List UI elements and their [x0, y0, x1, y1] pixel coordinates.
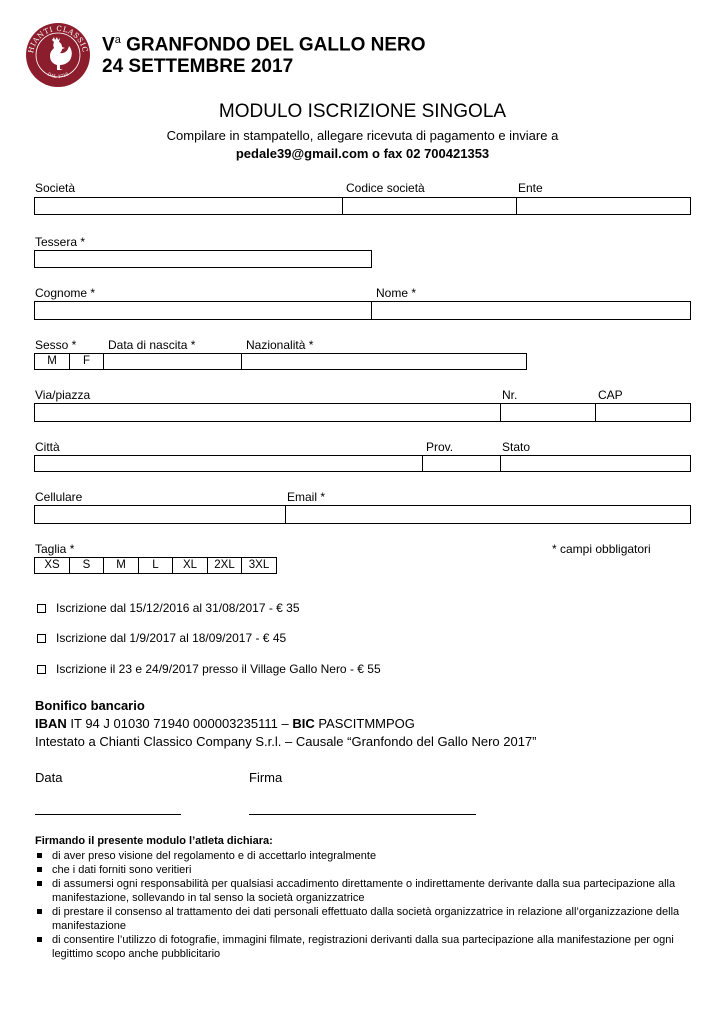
- bank-iban-line: IBAN IT 94 J 01030 71940 000003235111 – BIC PASCITMMPOG: [35, 716, 415, 731]
- sesso-label: Sesso *: [35, 338, 77, 352]
- required-note: * campi obbligatori: [552, 542, 651, 556]
- tessera-label: Tessera *: [35, 235, 86, 249]
- option-label: Iscrizione il 23 e 24/9/2017 presso il Village Gallo Nero - € 55: [56, 662, 381, 676]
- form-title: MODULO ISCRIZIONE SINGOLA: [218, 101, 507, 122]
- declaration-item: che i dati forniti sono veritieri: [35, 863, 695, 877]
- declaration-heading: Firmando il presente modulo l’atleta dichiara:: [35, 835, 273, 847]
- option-row-3[interactable]: [37, 661, 381, 677]
- taglia-option-xs[interactable]: XS: [34, 557, 70, 574]
- form-instructions: Compilare in stampatello, allegare ricevuta di pagamento e inviare a: [166, 128, 559, 143]
- taglia-label: Taglia *: [35, 542, 75, 556]
- nr-label: Nr.: [502, 388, 518, 402]
- sesso-option-f[interactable]: F: [69, 353, 104, 370]
- societa-field[interactable]: [34, 197, 343, 215]
- event-title: $V^a$ GRANFONDO DEL GALLO NERO: [102, 34, 426, 56]
- cellulare-label: Cellulare: [35, 490, 83, 504]
- taglia-option-xl[interactable]: XL: [172, 557, 208, 574]
- prov-field[interactable]: [422, 455, 501, 472]
- event-date: 24 SETTEMBRE 2017: [102, 56, 294, 77]
- bank-holder: Intestato a Chianti Classico Company S.r.l. – Causale “Granfondo del Gallo Nero 2017”: [35, 734, 537, 749]
- cap-field[interactable]: [595, 403, 691, 422]
- prov-label: Prov.: [426, 440, 454, 454]
- option-label: Iscrizione dal 15/12/2016 al 31/08/2017 - € 35: [56, 601, 300, 615]
- societa-label: Società: [35, 181, 76, 195]
- declaration-item: di consentire l’utilizzo di fotografie, immagini filmate, registrazioni derivanti dalla sua partecipazione alla manifestazione per ogni legittimo scopo anche pubblicitario: [35, 933, 695, 961]
- checkbox-icon[interactable]: [37, 665, 46, 674]
- taglia-option-m[interactable]: M: [103, 557, 139, 574]
- via-field[interactable]: [34, 403, 501, 422]
- nazionalita-field[interactable]: [241, 353, 527, 370]
- via-label: Via/piazza: [35, 388, 91, 402]
- firma-signature-line[interactable]: [249, 814, 476, 815]
- sesso-option-m[interactable]: M: [34, 353, 70, 370]
- taglia-option-3xl[interactable]: 3XL: [241, 557, 277, 574]
- option-row-1[interactable]: [37, 600, 300, 616]
- nome-field[interactable]: [371, 301, 691, 320]
- cognome-field[interactable]: [34, 301, 372, 320]
- stato-label: Stato: [502, 440, 531, 454]
- codice-societa-label: Codice società: [346, 181, 425, 195]
- data-label: Data: [35, 770, 63, 785]
- declaration-item: di assumersi ogni responsabilità per qualsiasi accadimento direttamente o indirettamente derivante dalla sua partecipazione alla manifestazione, sollevando in tal senso la società organizzatrice: [35, 877, 695, 905]
- cellulare-field[interactable]: [34, 505, 286, 524]
- email-field[interactable]: [285, 505, 691, 524]
- ente-field[interactable]: [516, 197, 691, 215]
- data-nascita-label: Data di nascita *: [108, 338, 196, 352]
- taglia-option-s[interactable]: S: [69, 557, 104, 574]
- email-label: Email *: [287, 490, 326, 504]
- nome-label: Nome *: [376, 286, 417, 300]
- gallo-nero-logo: [25, 22, 91, 88]
- form-contact: pedale39@gmail.com o fax 02 700421353: [235, 146, 490, 161]
- option-row-2[interactable]: [37, 630, 286, 646]
- firma-label: Firma: [249, 770, 283, 785]
- data-nascita-field[interactable]: [103, 353, 242, 370]
- declaration: [35, 834, 695, 961]
- checkbox-icon[interactable]: [37, 634, 46, 643]
- checkbox-icon[interactable]: [37, 604, 46, 613]
- bank-heading: Bonifico bancario: [35, 698, 145, 713]
- data-signature-line[interactable]: [35, 814, 181, 815]
- citta-field[interactable]: [34, 455, 423, 472]
- nr-field[interactable]: [500, 403, 596, 422]
- option-label: Iscrizione dal 1/9/2017 al 18/09/2017 - € 45: [56, 631, 287, 645]
- tessera-field[interactable]: [34, 250, 372, 268]
- cognome-label: Cognome *: [35, 286, 96, 300]
- citta-label: Città: [35, 440, 60, 454]
- declaration-item: di aver preso visione del regolamento e di accettarlo integralmente: [35, 849, 695, 863]
- taglia-option-2xl[interactable]: 2XL: [207, 557, 242, 574]
- declaration-item: di prestare il consenso al trattamento dei dati personali effettuato dalla società organizzatrice in relazione all’organizzazione della manifestazione: [35, 905, 695, 933]
- declaration-list: [35, 849, 695, 961]
- stato-field[interactable]: [500, 455, 691, 472]
- cap-label: CAP: [598, 388, 623, 402]
- logo-ring-text: HIANTI CLASSIC: [26, 23, 90, 54]
- logo-year: DAL 1716: [46, 72, 70, 81]
- nazionalita-label: Nazionalità *: [246, 338, 314, 352]
- ente-label: Ente: [518, 181, 543, 195]
- taglia-option-l[interactable]: L: [138, 557, 173, 574]
- codice-societa-field[interactable]: [342, 197, 517, 215]
